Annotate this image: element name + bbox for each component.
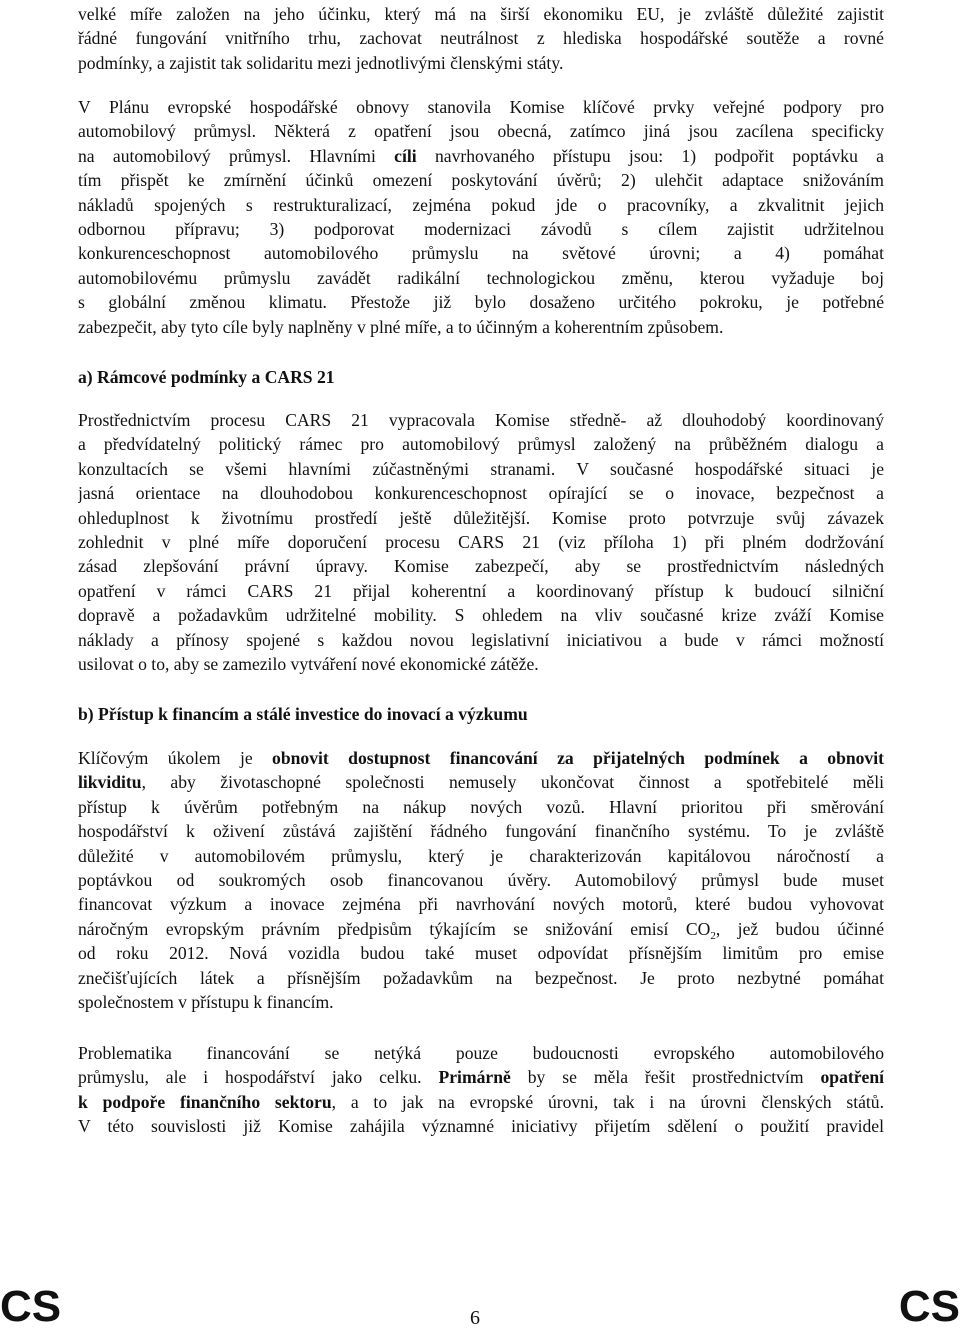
- subscript: 2: [710, 929, 716, 942]
- text-line: s globální změnou klimatu. Přestože již bylo dosaženo určitého pokroku, je potřebné: [78, 292, 884, 313]
- text-line: konzultacích se všemi hlavními zúčastněnými stranami. V současné hospodářské situaci je: [78, 458, 884, 479]
- text-line: zásad zlepšování právní úpravy. Komise zabezpečí, aby se prostřednictvím následných: [78, 556, 884, 577]
- text-line: náklady a přínosy spojené s každou novou legislativní iniciativou a bude v rámci možností: [78, 629, 884, 650]
- text-line: Prostřednictvím procesu CARS 21 vypracovala Komise středně- až dlouhodobý koordinovaný: [78, 410, 884, 430]
- text-line: zabezpečit, aby tyto cíle byly naplněny v plné míře, a to účinným a koherentním způsobem.: [78, 316, 724, 337]
- text-line: [78, 746, 884, 770]
- text-line: od roku 2012. Nová vozidla budou také muset odpovídat přísnějším limitům pro emise: [78, 943, 884, 964]
- text-line: tím přispět ke zmírnění účinků omezení poskytování úvěrů; 2) ulehčit adaptace snižováním: [78, 170, 884, 191]
- section-heading-a: a) Rámcové podmínky a CARS 21: [78, 367, 335, 387]
- text-line: ohleduplnost k životnímu prostředí ještě důležitější. Komise proto potvrzuje svůj závazek: [78, 507, 884, 528]
- text-run: , a to jak na evropské úrovni, tak i na úrovni členských států.: [331, 1091, 884, 1112]
- text-line: konkurenceschopnost automobilového průmyslu na světové úrovni; a 4) pomáhat: [78, 243, 884, 264]
- text-run: na automobilový průmysl. Hlavními: [78, 145, 395, 166]
- text-run: náročným evropským právním předpisům týkajícím se snižování emisí CO: [78, 918, 711, 939]
- text-run: , jež budou účinné: [715, 918, 884, 939]
- paragraph-cars21: [78, 408, 884, 676]
- text-line: dopravě a požadavkům udržitelné mobility. S ohledem na vliv současné krize zváží Komise: [78, 605, 884, 626]
- text-line: nákladů spojených s restrukturalizací, zejména pokud jde o pracovníky, a zkvalitnit jejich: [78, 194, 884, 215]
- text-line: V této souvislosti již Komise zahájila významné iniciativy přijetím sdělení o použití pravidel: [78, 1116, 884, 1137]
- text-line: automobilový průmysl. Některá z opatření jsou obecná, zatímco jiná jsou zacílena specificky: [78, 121, 884, 142]
- section-heading-b: b) Přístup k financím a stálé investice do inovací a výzkumu: [78, 704, 528, 724]
- text-line: Problematika financování se netýká pouze budoucnosti evropského automobilového: [78, 1043, 884, 1063]
- text-line: přístup k úvěrům potřebným na nákup nových vozů. Hlavní prioritou při směrování: [78, 796, 884, 817]
- footer-language-code-left: CS: [0, 1282, 62, 1331]
- bold-term: likviditu: [78, 772, 142, 793]
- paragraph-intro: [78, 2, 884, 75]
- text-line: důležité v automobilovém průmyslu, který je charakterizován kapitálovou náročností a: [78, 845, 884, 866]
- bold-term: obnovit dostupnost financování za přijatelných podmínek a obnovit: [272, 748, 884, 768]
- text-run: by se měla řešit prostřednictvím: [510, 1067, 821, 1088]
- text-line: zohlednit v plné míře doporučení procesu CARS 21 (viz příloha 1) při plném dodržování: [78, 531, 884, 552]
- text-line: velké míře založen na jeho účinku, který má na širší ekonomiku EU, je zvláště důležité zajistit: [78, 4, 884, 24]
- text-line: automobilovému průmyslu zavádět radikální technologickou změnu, kterou vyžaduje boj: [78, 267, 884, 288]
- paragraph-recovery-plan: [78, 95, 884, 339]
- text-line: financovat výzkum a inovace zejména při navrhování nových motorů, které budou vyhovovat: [78, 894, 884, 915]
- text-line: znečišťujících látek a přísnějším požadavkům na bezpečnost. Je proto nezbytné pomáhat: [78, 967, 884, 988]
- text-line: V Plánu evropské hospodářské obnovy stanovila Komise klíčové prvky veřejné podpory pro: [78, 97, 884, 117]
- text-line: poptávkou od soukromých osob financovanou úvěry. Automobilový průmysl bude muset: [78, 869, 884, 890]
- text-line: společnostem v přístupu k financím.: [78, 991, 334, 1012]
- text-line: [78, 144, 884, 168]
- text-line: jasná orientace na dlouhodobou konkurenceschopnost opírající se o inovace, bezpečnost a: [78, 483, 884, 504]
- text-line: [78, 1065, 884, 1089]
- text-line: usilovat o to, aby se zamezilo vytváření nové ekonomické zátěže.: [78, 653, 539, 674]
- text-run: Klíčovým úkolem je: [78, 748, 273, 768]
- text-line: hospodářství k oživení zůstává zajištění řádného fungování finančního systému. To je zvláště: [78, 821, 884, 842]
- text-line: [78, 917, 884, 941]
- text-line: odbornou přípravu; 3) podporovat modernizaci závodů s cílem zajistit udržitelnou: [78, 218, 884, 239]
- text-run: průmyslu, ale i hospodářství jako celku.: [78, 1067, 439, 1088]
- text-run: , aby životaschopné společnosti nemusely ukončovat činnost a spotřebitelé měli: [141, 772, 884, 793]
- text-line: [78, 1090, 884, 1114]
- page-number: 6: [470, 1307, 480, 1329]
- bold-term: k podpoře finančního sektoru: [78, 1091, 332, 1112]
- paragraph-financing: [78, 746, 884, 1014]
- text-line: podmínky, a zajistit tak solidaritu mezi jednotlivými členskými státy.: [78, 52, 564, 73]
- text-line: řádné fungování vnitřního trhu, zachovat neutrálnost z hlediska hospodářské soutěže a rovné: [78, 28, 884, 49]
- bold-term: Primárně: [438, 1067, 511, 1088]
- bold-term: opatření: [820, 1067, 884, 1088]
- footer-language-code-right: CS: [898, 1282, 960, 1331]
- text-line: [78, 770, 884, 794]
- text-line: a předvídatelný politický rámec pro automobilový průmysl založený na průběžném dialogu a: [78, 434, 884, 455]
- text-line: opatření v rámci CARS 21 přijal koherentní a koordinovaný přístup k budoucí silniční: [78, 580, 884, 601]
- bold-term: cíli: [394, 145, 417, 166]
- text-run: navrhovaného přístupu jsou: 1) podpořit poptávku a: [416, 145, 884, 166]
- paragraph-problematika: [78, 1041, 884, 1139]
